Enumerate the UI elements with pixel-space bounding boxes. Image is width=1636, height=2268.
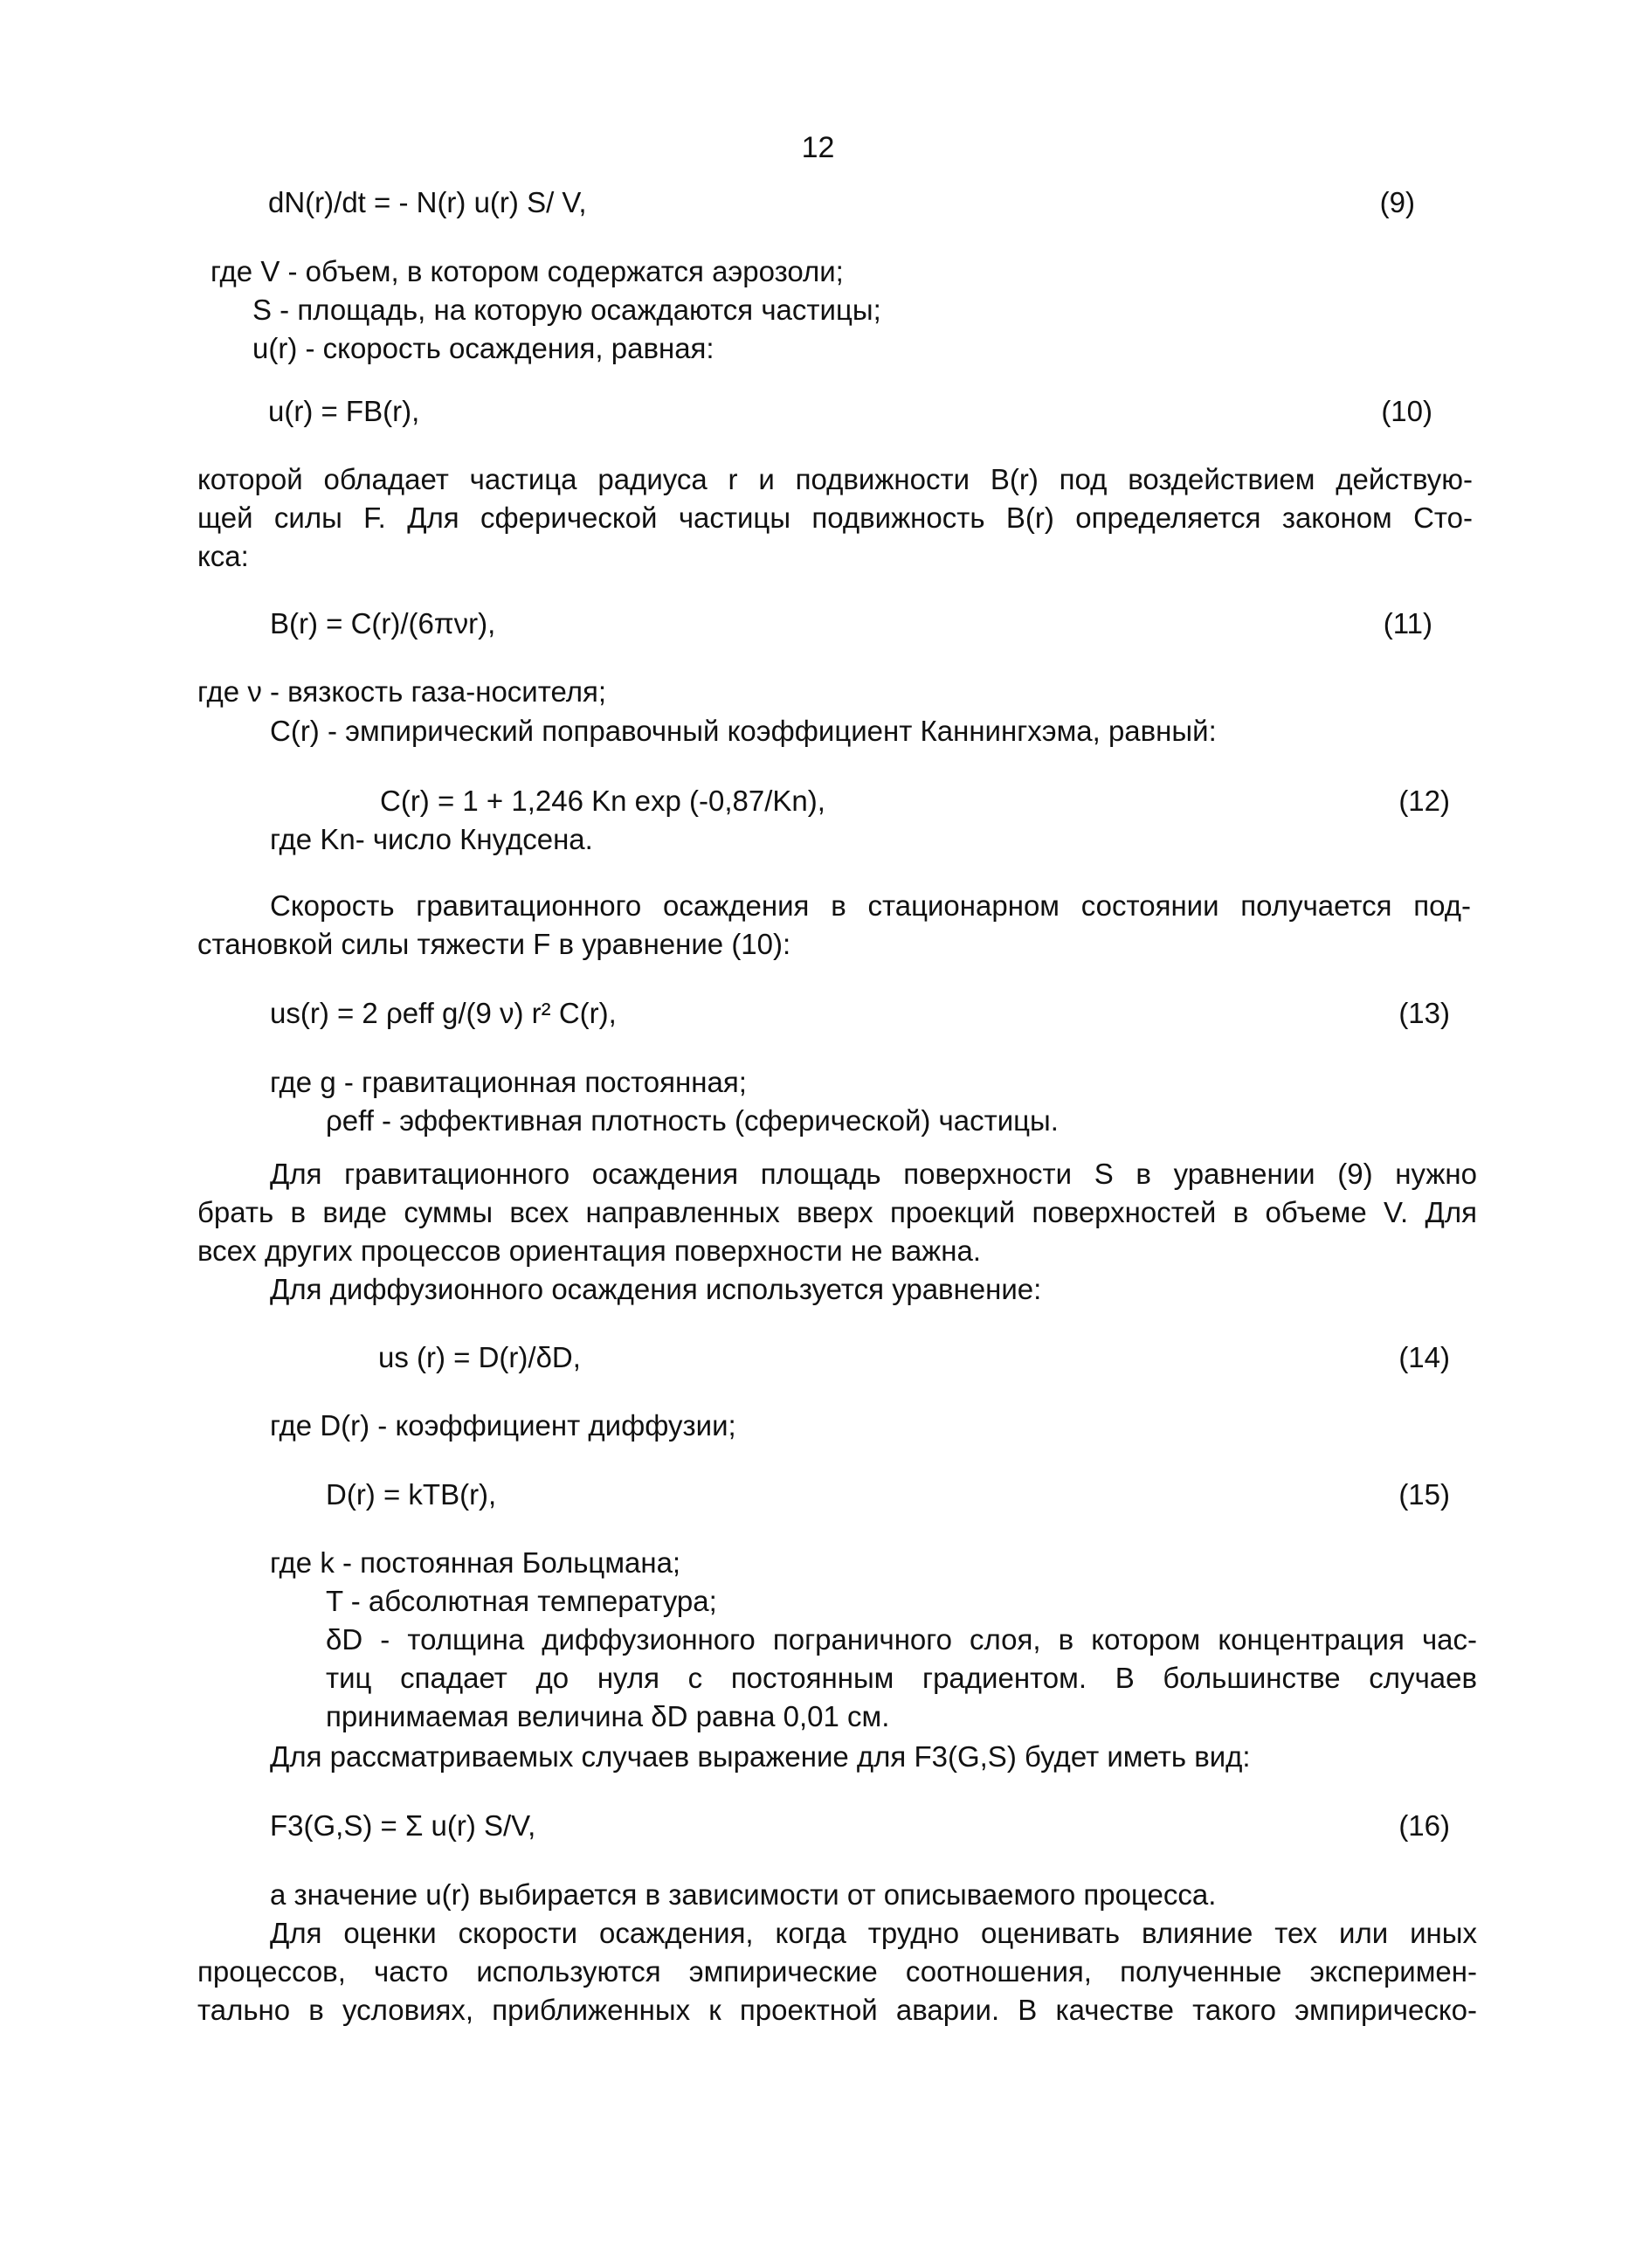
definition-line: тиц спадает до нуля с постоянным градиентом. В большинстве случаев (326, 1662, 1477, 1694)
equation-14: us (r) = D(r)/δD, (378, 1341, 581, 1373)
paragraph-line: Для рассматриваемых случаев выражение для F3(G,S) будет иметь вид: (270, 1740, 1251, 1773)
paragraph-line: щей силы F. Для сферической частицы подвижность B(r) определяется законом Сто- (197, 501, 1473, 534)
definition-line: где V - объем, в котором содержатся аэрозоли; (211, 255, 844, 287)
paragraph-line: становкой силы тяжести F в уравнение (10): (197, 928, 791, 960)
equation-9: dN(r)/dt = - N(r) u(r) S/ V, (268, 186, 587, 218)
paragraph-line: кса: (197, 540, 249, 572)
paragraph-line: процессов, часто используются эмпирические соотношения, полученные эксперимен- (197, 1955, 1477, 1988)
paragraph-line: Для диффузионного осаждения используется уравнение: (270, 1273, 1042, 1305)
equation-number-10: (10) (1381, 395, 1432, 427)
equation-number-12: (12) (1398, 785, 1450, 817)
equation-11: B(r) = C(r)/(6πνr), (270, 607, 496, 640)
equation-10: u(r) = FB(r), (268, 395, 420, 427)
equation-16: F3(G,S) = Σ u(r) S/V, (270, 1809, 536, 1842)
definition-line: u(r) - скорость осаждения, равная: (252, 332, 714, 364)
definition-line: где g - гравитационная постоянная; (270, 1066, 747, 1098)
paragraph-line: брать в виде суммы всех направленных вверх проекций поверхностей в объеме V. Для (197, 1196, 1477, 1228)
equation-12: C(r) = 1 + 1,246 Kn exp (-0,87/Kn), (380, 785, 825, 817)
paragraph-line: а значение u(r) выбирается в зависимости от описываемого процесса. (270, 1878, 1217, 1911)
equation-number-9: (9) (1379, 186, 1415, 218)
paragraph-line: Для гравитационного осаждения площадь поверхности S в уравнении (9) нужно (270, 1158, 1477, 1190)
definition-line: где Kn- число Кнудсена. (270, 823, 593, 855)
paragraph-line: тально в условиях, приближенных к проектной аварии. В качестве такого эмпирическо- (197, 1994, 1477, 2026)
definition-line: принимаемая величина δD равна 0,01 см. (326, 1700, 890, 1732)
equation-13: us(r) = 2 ρeff g/(9 ν) r² C(r), (270, 997, 617, 1029)
equation-number-15: (15) (1398, 1478, 1450, 1511)
definition-line: C(r) - эмпирический поправочный коэффициент Каннингхэма, равный: (270, 715, 1217, 747)
paragraph-line: Для оценки скорости осаждения, когда трудно оценивать влияние тех или иных (270, 1917, 1477, 1949)
page-number: 12 (801, 131, 835, 164)
equation-number-11: (11) (1383, 607, 1432, 640)
equation-number-16: (16) (1398, 1809, 1450, 1842)
paragraph-line: всех других процессов ориентация поверхности не важна. (197, 1234, 981, 1267)
definition-line: S - площадь, на которую осаждаются частицы; (252, 294, 881, 326)
definition-line: ρeff - эффективная плотность (сферической) частицы. (326, 1104, 1059, 1137)
definition-line: T - абсолютная температура; (326, 1585, 717, 1617)
equation-15: D(r) = kTB(r), (326, 1478, 497, 1511)
equation-number-14: (14) (1398, 1341, 1450, 1373)
definition-line: где k - постоянная Больцмана; (270, 1546, 681, 1579)
paragraph-line: которой обладает частица радиуса r и подвижности B(r) под воздействием действую- (197, 463, 1473, 495)
definition-line: где ν - вязкость газа-носителя; (197, 675, 607, 708)
paragraph-line: Скорость гравитационного осаждения в стационарном состоянии получается под- (270, 889, 1471, 922)
definition-line: где D(r) - коэффициент диффузии; (270, 1409, 736, 1442)
equation-number-13: (13) (1398, 997, 1450, 1029)
definition-line: δD - толщина диффузионного пограничного слоя, в котором концентрация час- (326, 1623, 1477, 1656)
